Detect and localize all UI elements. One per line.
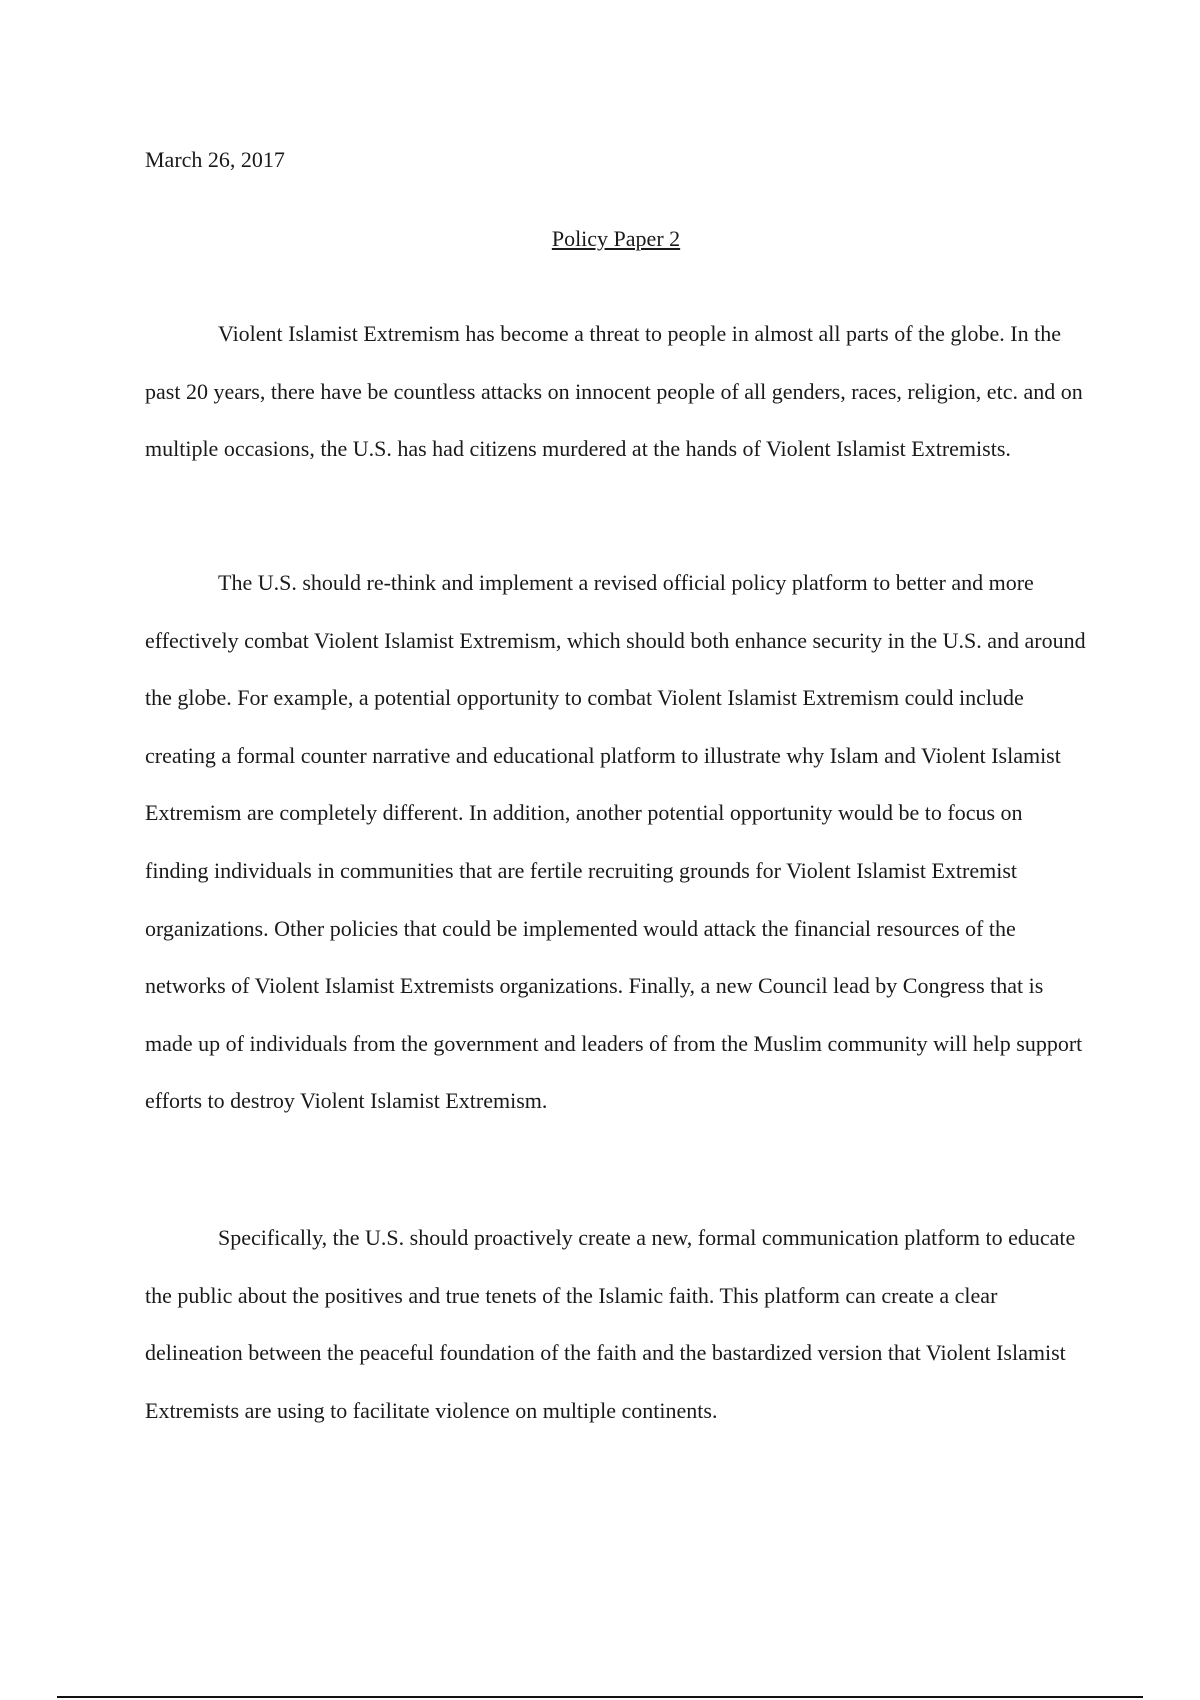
footer-rule bbox=[57, 1696, 1143, 1698]
paragraph-2: The U.S. should re-think and implement a revised official policy platform to better and more effectively combat Violent Islamist Extremism, which should both enhance security in the U.S. and around the globe. For example, a potential opportunity to combat Violent Islamist Extremism could include creating a formal counter narrative and educational platform to illustrate why Islam and Violent Islamist Extremism are completely different. In addition, another potential opportunity would be to focus on finding individuals in communities that are fertile recruiting grounds for Violent Islamist Extremist organizations. Other policies that could be implemented would attack the financial resources of the networks of Violent Islamist Extremists organizations. Finally, a new Council lead by Congress that is made up of individuals from the government and leaders of from the Muslim community will help support efforts to destroy Violent Islamist Extremism. bbox=[145, 570, 1086, 1114]
document-date: March 26, 2017 bbox=[145, 147, 285, 172]
document-title: Policy Paper 2 bbox=[551, 226, 681, 251]
paragraph-3: Specifically, the U.S. should proactively create a new, formal communication platform to educate the public about the positives and true tenets of the Islamic faith. This platform can create a clear delineation between the peaceful foundation of the faith and the bastardized version that Violent Islamist Extremists are using to facilitate violence on multiple continents. bbox=[145, 1225, 1076, 1423]
paragraph-1: Violent Islamist Extremism has become a threat to people in almost all parts of the globe. In the past 20 years, there have be countless attacks on innocent people of all genders, races, religion, etc. and on multiple occasions, the U.S. has had citizens murdered at the hands of Violent Islamist Extremists. bbox=[145, 321, 1083, 462]
